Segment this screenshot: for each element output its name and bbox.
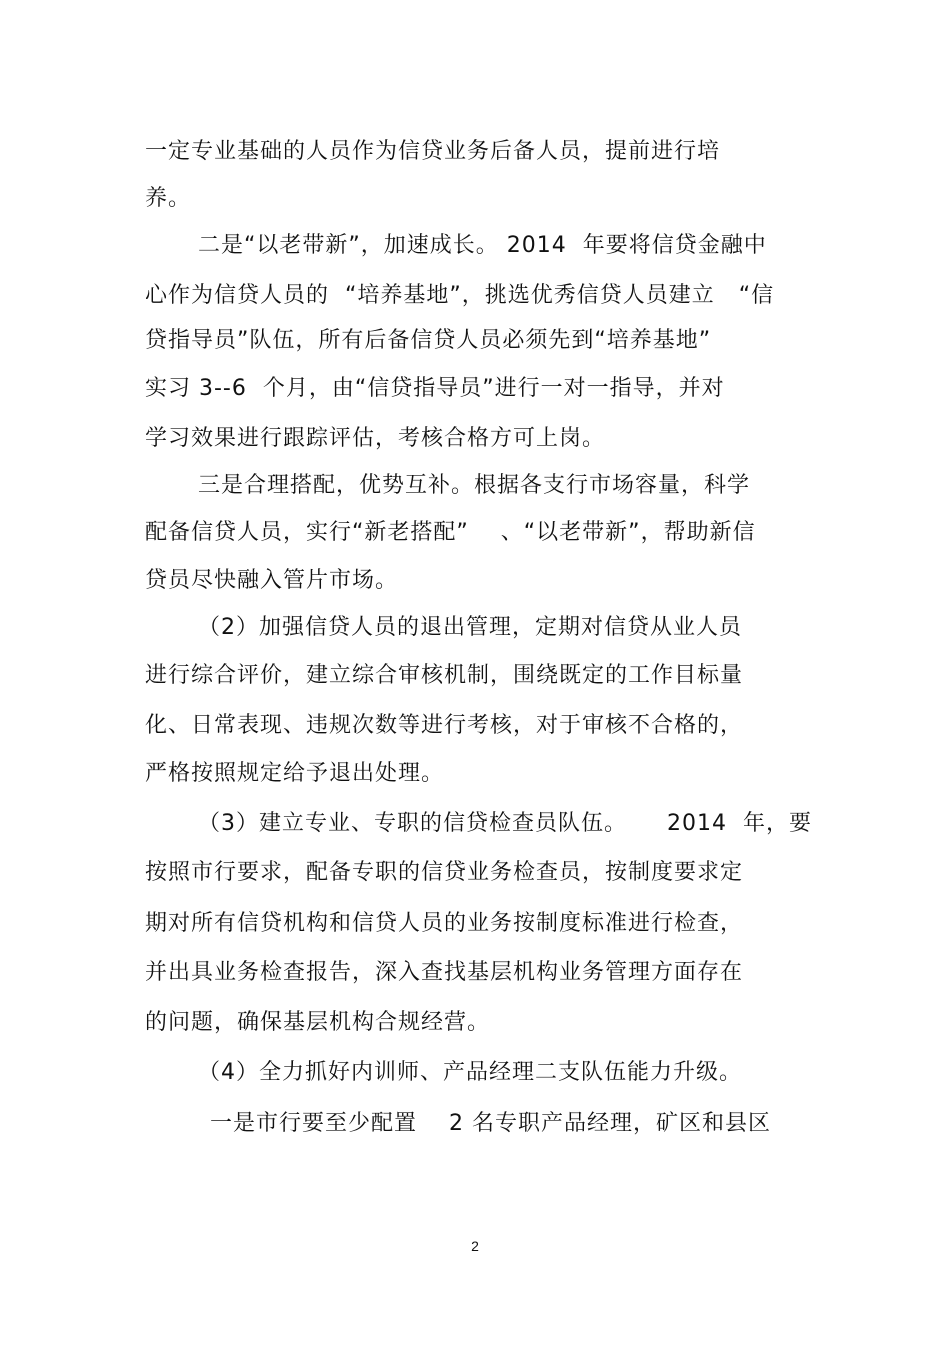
text-line: 并出具业务检查报告，深入查找基层机构业务管理方面存在 [145,960,744,985]
text-line: 进行综合评价，建立综合审核机制，围绕既定的工作目标量 [145,663,744,688]
text-line: 一定专业基础的人员作为信贷业务后备人员，提前进行培 [145,139,721,164]
text-line: 化、日常表现、违规次数等进行考核，对于审核不合格的， [145,713,744,738]
text-line: 期对所有信贷机构和信贷人员的业务按制度标准进行检查， [145,911,744,936]
text-line: （2）加强信贷人员的退出管理，定期对信贷从业人员 [198,615,742,640]
text-line: 配备信贷人员，实行“新老搭配” 、“以老带新”，帮助新信 [145,520,756,545]
text-line: 严格按照规定给予退出处理。 [145,761,445,786]
text-line: 心作为信贷人员的 “培养基地”，挑选优秀信贷人员建立 “信 [145,283,775,308]
text-line: （4）全力抓好内训师、产品经理二支队伍能力升级。 [198,1060,742,1085]
page-number: 2 [471,1238,479,1254]
text-line: 按照市行要求，配备专职的信贷业务检查员，按制度要求定 [145,860,744,885]
text-line: 三是合理搭配，优势互补。根据各支行市场容量，科学 [198,473,751,498]
text-line: 贷员尽快融入管片市场。 [145,568,399,593]
text-line: 的问题，确保基层机构合规经营。 [145,1010,491,1035]
text-line: 实习 3--6 个月，由“信贷指导员”进行一对一指导，并对 [145,376,725,401]
text-line: 学习效果进行跟踪评估，考核合格方可上岗。 [145,426,606,451]
text-line: 贷指导员”队伍，所有后备信贷人员必须先到“培养基地” [145,328,712,353]
text-line: （3）建立专业、专职的信贷检查员队伍。 2014 年，要 [198,811,812,836]
text-line: 一是市行要至少配置 2 名专职产品经理，矿区和县区 [210,1111,771,1136]
text-line: 养。 [145,186,192,211]
text-line: 二是“以老带新”，加速成长。 2014 年要将信贷金融中 [198,233,767,258]
